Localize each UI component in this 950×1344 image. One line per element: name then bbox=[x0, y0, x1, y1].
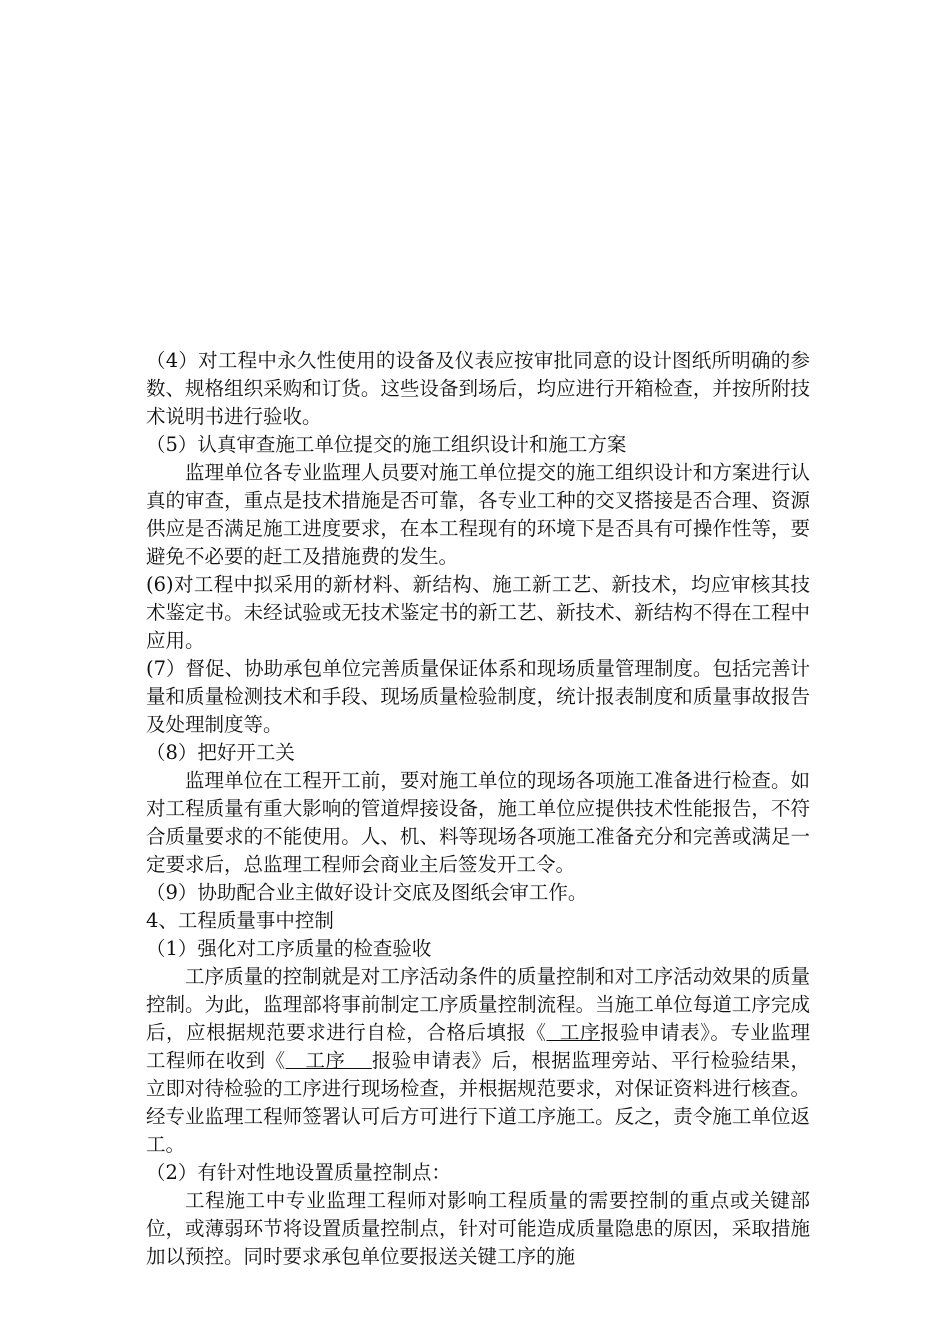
paragraph-control-points: 工程施工中专业监理工程师对影响工程质量的需要控制的重点或关键部位，或薄弱环节将设置质量控制点，针对可能造成质量隐患的原因，采取措施加以预控。同时要求承包单位要报送关键工序的施 bbox=[146, 1189, 810, 1268]
paragraph-process-quality-control bbox=[146, 963, 810, 1159]
process-text-part2: 报验申请表》。专业监理工程师在收到《 bbox=[146, 1021, 810, 1072]
paragraph-item-9: （9）协助配合业主做好设计交底及图纸会审工作。 bbox=[146, 881, 588, 904]
paragraph-item-4: （4）对工程中永久性使用的设备及仪表应按审批同意的设计图纸所明确的参数、规格组织采购和订货。这些设备到场后，均应进行开箱检查，并按所附技术说明书进行验收。 bbox=[146, 349, 810, 428]
process-text-part1: 工序质量的控制就是对工序活动条件的质量控制和对工序活动效果的质量控制。为此，监理部将事前制定工序质量控制流程。当施工单位每道工序完成后，应根据规范要求进行自检，合格后填报《 bbox=[146, 965, 810, 1044]
section-heading-4: 4、工程质量事中控制 bbox=[146, 909, 334, 932]
paragraph-item-6: (6)对工程中拟采用的新材料、新结构、施工新工艺、新技术，均应审核其技术鉴定书。未经试验或无技术鉴定书的新工艺、新技术、新结构不得在工程中应用。 bbox=[146, 573, 810, 652]
paragraph-heading-2: （2）有针对性地设置质量控制点： bbox=[146, 1161, 451, 1184]
document-body bbox=[146, 347, 810, 1271]
process-text-part3: 报验申请表》后，根据监理旁站、平行检验结果，立即对待检验的工序进行现场检查，并根据规范要求，对保证资料进行核查。经专业监理工程师签署认可后方可进行下道工序施工。反之，责令施工单位返工。 bbox=[146, 1049, 810, 1156]
paragraph-heading-1: （1）强化对工序质量的检查验收 bbox=[146, 937, 432, 960]
paragraph-item-7: (7）督促、协助承包单位完善质量保证体系和现场质量管理制度。包括完善计量和质量检测技术和手段、现场质量检验制度，统计报表制度和质量事故报告及处理制度等。 bbox=[146, 657, 810, 736]
paragraph-heading-5: （5）认真审查施工单位提交的施工组织设计和施工方案 bbox=[146, 433, 627, 456]
paragraph-heading-8: （8）把好开工关 bbox=[146, 741, 295, 764]
process-form-name-underline-1: 工序 bbox=[546, 1021, 600, 1044]
paragraph-construction-plan-review: 监理单位各专业监理人员要对施工单位提交的施工组织设计和方案进行认真的审查，重点是技术措施是否可靠，各专业工种的交叉搭接是否合理、资源供应是否满足施工进度要求，在本工程现有的环境下是否具有可操作性等，要避免不必要的赶工及措施费的发生。 bbox=[146, 461, 810, 568]
process-form-name-underline-2: 工序 bbox=[285, 1049, 372, 1072]
paragraph-commencement-check: 监理单位在工程开工前，要对施工单位的现场各项施工准备进行检查。如对工程质量有重大影响的管道焊接设备，施工单位应提供技术性能报告，不符合质量要求的不能使用。人、机、料等现场各项施工准备充分和完善或满足一定要求后，总监理工程师会商业主后签发开工令。 bbox=[146, 769, 810, 876]
